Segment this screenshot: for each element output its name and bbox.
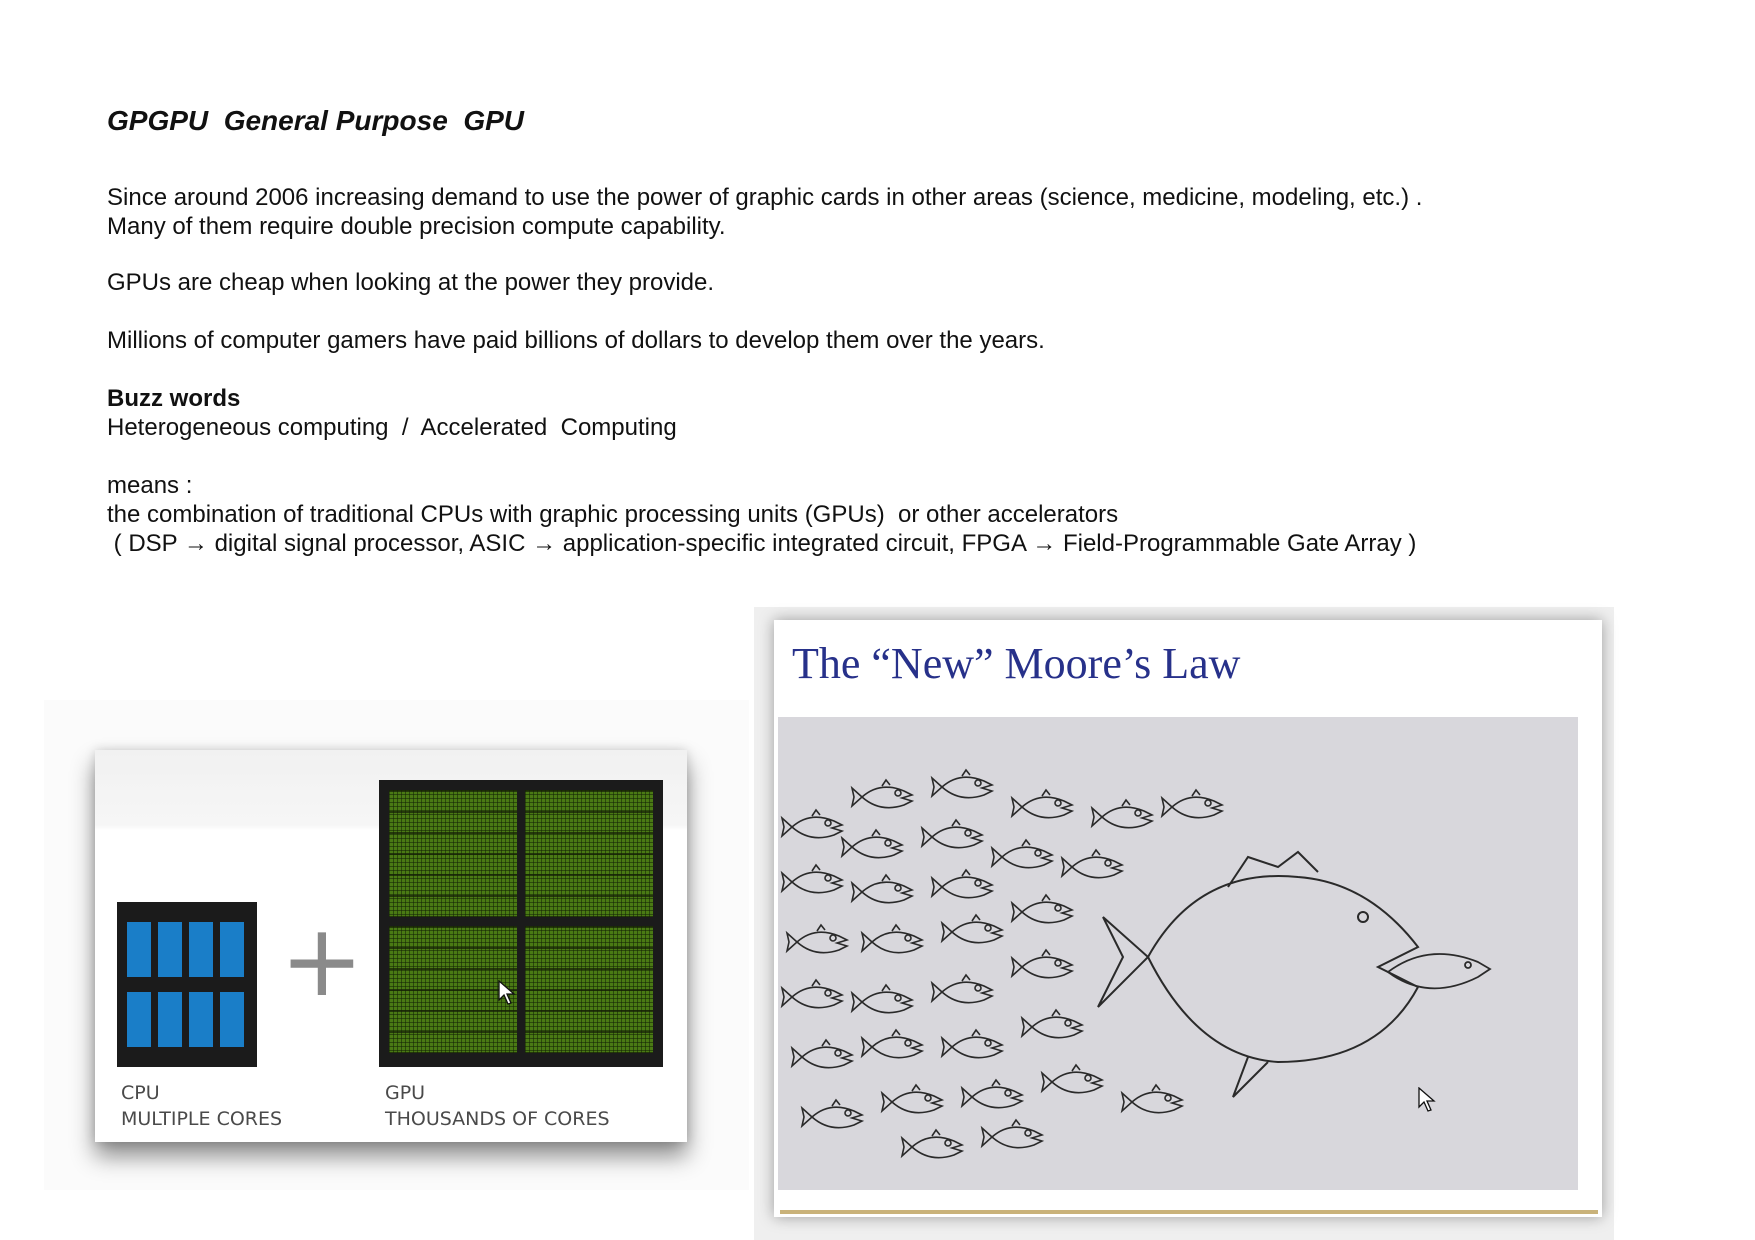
gpu-core-block [525,926,653,1053]
cpu-core [220,992,244,1047]
cpu-chip [117,902,257,1067]
buzz-words-heading: Buzz words [107,385,241,412]
cpu-caption: CPU MULTIPLE CORES [121,1082,283,1130]
fish-cartoon-image [778,717,1578,1190]
means-line-1: the combination of traditional CPUs with graphic processing units (GPUs) or other accelerators [107,501,1119,528]
swallowed-fish [1388,954,1490,988]
gpu-core-block [389,790,517,917]
mouse-cursor-icon [1418,1087,1436,1113]
cpu-core [220,922,244,977]
means-label: means : [107,472,193,499]
cpu-core [189,922,213,977]
paragraph-cheap: GPUs are cheap when looking at the power they provide. [107,269,715,296]
means-line-2: ( DSP → digital signal processor, ASIC → application-specific integrated circuit, FPGA → Field-Programmable Gate Array ) [107,530,1417,557]
cpu-core [127,992,151,1047]
cpu-core [158,922,182,977]
gpu-core-block [525,790,653,917]
cpu-core [189,992,213,1047]
cpu-core [127,922,151,977]
paragraph-gamers: Millions of computer gamers have paid billions of dollars to develop them over the years. [107,327,1045,354]
gpu-chip [379,780,663,1067]
document-title: GPGPU General Purpose GPU [107,105,525,136]
slide-footer-rule [780,1210,1598,1214]
cpu-gpu-figure [95,750,687,1142]
paragraph-demand: Since around 2006 increasing demand to use the power of graphic cards in other areas (science, medicine, modeling, etc.) . Many of them require double precision compute capability. [107,184,1423,240]
moores-law-slide [774,620,1602,1217]
buzz-words-text: Heterogeneous computing / Accelerated Computing [107,414,677,441]
mouse-cursor-icon [498,980,516,1006]
fish-cartoon-drawing [778,717,1578,1190]
slide-title: The “New” Moore’s Law [792,639,1241,688]
plus-icon: + [280,902,364,1019]
big-fish [1098,852,1418,1097]
small-fish-school [782,770,1222,1158]
gpu-caption: GPU THOUSANDS OF CORES [385,1082,610,1130]
cpu-core [158,992,182,1047]
